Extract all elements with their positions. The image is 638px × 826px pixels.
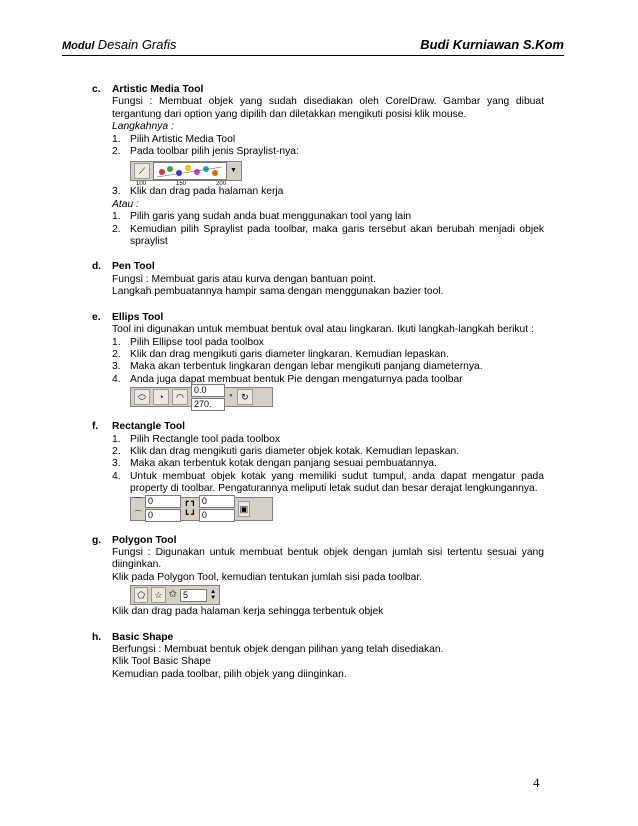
section-description: Berfungsi : Membuat bentuk objek dengan pilihan yang telah disediakan.: [112, 644, 444, 655]
ellipse-toolbar-figure: [112, 386, 544, 408]
ruler: 100 150 200: [136, 181, 227, 186]
polygon-icon[interactable]: ⬠: [134, 587, 148, 603]
steps-list: [112, 434, 544, 496]
section-polygon-tool: [92, 535, 544, 619]
section-title: Artistic Media Tool: [112, 84, 204, 95]
list-item: 3. Maka akan terbentuk lingkaran dengan lebar mengikuti panjang diameternya.: [112, 361, 483, 373]
roundness-fields-left: [145, 495, 181, 522]
page-number: 4: [533, 775, 540, 790]
corner-top-left-field[interactable]: 0: [145, 495, 181, 508]
section-letter: c.: [92, 84, 101, 95]
section-description-2: Klik Tool Basic Shape: [112, 656, 211, 668]
spraylist-toolbar: [130, 161, 242, 181]
corner-icon[interactable]: ⌒: [134, 496, 142, 506]
corner-bracket-icon: ┗ ┛: [184, 510, 196, 520]
direction-icon[interactable]: ⚬: [228, 392, 234, 400]
dropdown-arrow-icon[interactable]: ▼: [230, 167, 237, 175]
ellipse-toolbar: [130, 384, 273, 409]
list-item: 1. Pilih Ellipse tool pada toolbox: [112, 336, 264, 348]
section-ellips-tool: [92, 312, 544, 408]
list-item: 4. Untuk membuat objek kotak yang memiliki sudut tumpul, anda dapat mengatur pada property di toolbar. Pengaturannya meliputi letak sudut dan besar derajat lengkungannya.: [112, 470, 544, 495]
list-item: 2. Pada toolbar pilih jenis Spraylist-nya:: [112, 146, 299, 158]
section-letter: h.: [92, 631, 102, 643]
header-author: Budi Kurniawan S.Kom: [420, 37, 564, 52]
steps-list: [112, 134, 544, 159]
corner-bottom-left-field[interactable]: 0: [145, 509, 181, 522]
section-basic-shape: [92, 632, 544, 682]
sides-count-field[interactable]: 5: [180, 589, 207, 602]
list-item: 2. Klik dan drag mengikuti garis diameter lingkaran. Kemudian lepaskan.: [112, 348, 449, 360]
section-letter: f.: [92, 421, 99, 433]
rotate-icon[interactable]: ↻: [237, 389, 253, 405]
star-outline-icon: ✩: [168, 588, 177, 600]
corner-bracket-icons: [184, 496, 196, 522]
spray-preview-icon: [154, 163, 226, 179]
steps-list: [112, 337, 544, 387]
corner-bracket-icon: ┏ ┓: [184, 496, 196, 506]
list-item: 2. Klik dan drag mengikuti garis diameter objek kotak. Kemudian lepaskan.: [112, 445, 460, 457]
spraylist-file-icon[interactable]: ⟋: [134, 163, 150, 179]
end-angle-field[interactable]: 270.: [191, 398, 225, 411]
pie-icon[interactable]: ◔: [153, 389, 169, 405]
section-pen-tool: [92, 261, 544, 298]
list-item: 3. Maka akan terbentuk kotak dengan panjang sesuai pembuatannya.: [112, 458, 437, 470]
list-item: 4. Anda juga dapat membuat bentuk Pie dengan mengaturnya pada toolbar: [112, 373, 463, 385]
section-artistic-media-tool: [92, 84, 544, 248]
alternative-label: Atau :: [112, 198, 139, 210]
list-item: 2. Kemudian pilih Spraylist pada toolbar, maka garis tersebut akan berubah menjadi objek spraylist: [112, 223, 544, 248]
steps-label: Langkahnya :: [112, 121, 174, 133]
section-description-2: Klik pada Polygon Tool, kemudian tentukan jumlah sisi pada toolbar.: [112, 571, 423, 583]
angle-fields: [191, 384, 225, 411]
polygon-toolbar: [130, 585, 220, 605]
section-letter: g.: [92, 534, 102, 546]
lock-icon[interactable]: ▣: [238, 501, 250, 517]
polygon-toolbar-figure: [112, 584, 544, 606]
list-item: 1. Pilih Artistic Media Tool: [112, 133, 236, 145]
section-description-3: Klik dan drag pada halaman kerja sehingga terbentuk objek: [112, 606, 384, 618]
section-description: Fungsi : Membuat objek yang sudah disediakan oleh CorelDraw. Gambar yang dibuat tergantung dari option yang dipilih dan diletakkan mengikuti posisi klik mouse.: [112, 96, 544, 120]
section-letter: e.: [92, 311, 101, 323]
spinner-icon[interactable]: ▲ ▼: [210, 589, 217, 602]
spraylist-toolbar-figure: [112, 158, 544, 186]
header-subject: Desain Grafis: [97, 37, 177, 52]
section-title: Basic Shape: [112, 631, 174, 643]
section-title: Ellips Tool: [112, 311, 164, 323]
section-rectangle-tool: [92, 421, 544, 521]
list-item: 1. Pilih garis yang sudah anda buat menggunakan tool yang lain: [112, 211, 412, 223]
section-description-3: Kemudian pada toolbar, pilih objek yang diinginkan.: [112, 668, 347, 680]
list-item: 3. Klik dan drag pada halaman kerja: [112, 186, 284, 198]
section-description: Fungsi : Digunakan untuk membuat bentuk objek dengan jumlah sisi tertentu sesuai yang diinginkan.: [112, 546, 544, 571]
spraylist-preview[interactable]: [153, 162, 227, 180]
header-left: [62, 37, 176, 52]
section-letter: d.: [92, 261, 102, 273]
section-description-2: Langkah pembuatannya hampir sama dengan menggunakan bazier tool.: [112, 286, 444, 298]
header-module-label: Modul: [62, 40, 95, 52]
list-item: 1. Pilih Rectangle tool pada toolbox: [112, 433, 280, 445]
rectangle-toolbar: [130, 497, 273, 521]
corner-bottom-right-field[interactable]: 0: [199, 509, 235, 522]
page-header: [62, 37, 564, 56]
start-angle-field[interactable]: 0.0: [191, 384, 225, 397]
ellipse-icon[interactable]: ⬭: [134, 389, 150, 405]
roundness-icons: [134, 496, 142, 522]
section-description: Fungsi : Membuat garis atau kurva dengan bantuan point.: [112, 273, 376, 285]
page-content: [92, 84, 544, 681]
alternative-steps-list: [112, 211, 544, 248]
steps-list-continued: [112, 186, 544, 198]
section-description: Tool ini digunakan untuk membuat bentuk oval atau lingkaran. Ikuti langkah-langkah berikut :: [112, 324, 534, 336]
roundness-fields-right: [199, 495, 235, 522]
section-title: Polygon Tool: [112, 534, 177, 546]
section-title: Rectangle Tool: [112, 421, 186, 433]
rectangle-toolbar-figure: [112, 496, 544, 522]
corner-top-right-field[interactable]: 0: [199, 495, 235, 508]
star-icon[interactable]: ☆: [151, 587, 165, 603]
corner-icon[interactable]: ⌒: [134, 510, 142, 520]
section-title: Pen Tool: [112, 261, 155, 273]
arc-icon[interactable]: ◠: [172, 389, 188, 405]
